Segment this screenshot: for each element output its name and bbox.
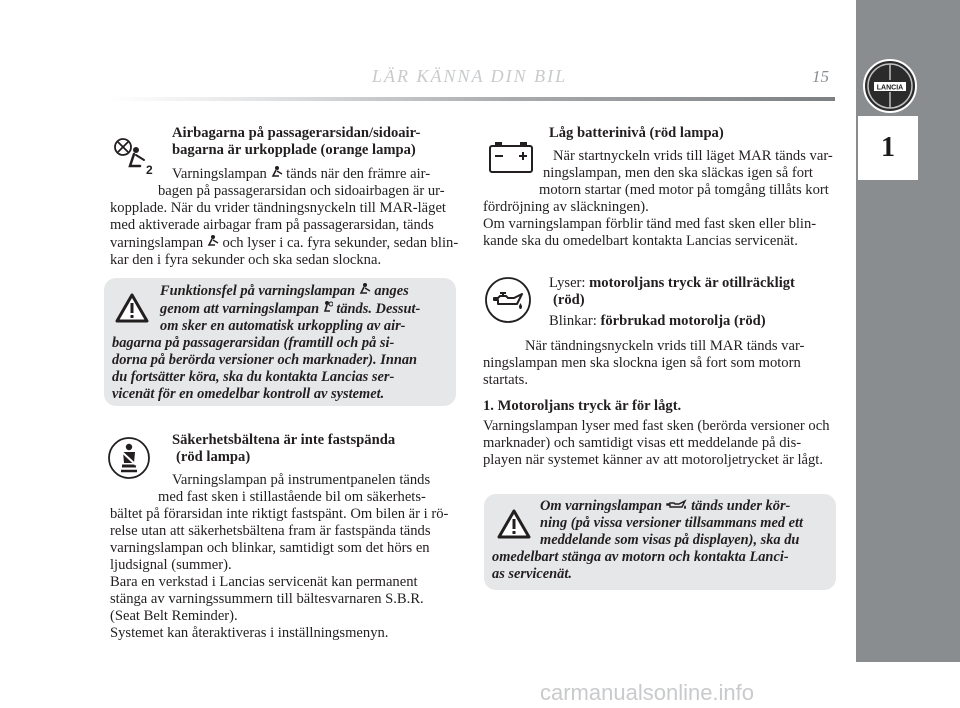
- oil-sub-line: Varningslampan lyser med fast sken (berörda versioner och: [483, 418, 830, 434]
- watermark: carmanualsonline.info: [540, 680, 755, 705]
- seatbelt-section: [110, 432, 462, 642]
- lancia-logo: [862, 58, 918, 114]
- oil-para-line: ningslampan men ska slockna igen så fort som motorn: [483, 355, 801, 371]
- warning1-line: Funktionsfel på varningslampan anges: [160, 283, 409, 299]
- warning2-line: ning (på vissa versioner tillsammans med ett: [540, 515, 804, 531]
- battery-para-line: ningslampan, men den ska släckas igen så fort: [543, 165, 813, 181]
- oil-blinkar-line: Blinkar: förbrukad motorolja (röd): [549, 313, 766, 329]
- seatbelt-para-line: med fast sken i stillastående bil om säkerhets-: [158, 489, 426, 505]
- chapter-number[interactable]: 1: [858, 116, 918, 180]
- oil-sub-line: marknader) och samtidigt visas ett meddelande på dis-: [483, 435, 802, 451]
- airbag-title-line2: bagarna är urkopplade (orange lampa): [172, 142, 416, 158]
- warning1-line: dorna på berörda versioner och marknader). Innan: [112, 352, 418, 368]
- warning2-line: as servicenät.: [492, 566, 572, 582]
- airbag-title-line1: Airbagarna på passagerarsidan/sidoair-: [172, 125, 421, 141]
- warning1-line: genom att varningslampan tänds. Dessut-: [160, 301, 421, 317]
- oil-lyser-line: Lyser: motoroljans tryck är otillräckligt: [549, 275, 795, 291]
- airbag-section: [110, 125, 462, 269]
- seatbelt-para-line: ljudsignal (summer).: [110, 557, 232, 573]
- airbag-warning-box: [104, 278, 456, 406]
- warning1-line: bagarna på passagerarsidan (framtill och på si-: [112, 335, 395, 351]
- seatbelt-para-line: Bara en verkstad i Lancias servicenät kan permanent: [110, 574, 418, 590]
- seatbelt-para-line: (Seat Belt Reminder).: [110, 608, 238, 624]
- airbag-off-icon: [271, 165, 283, 183]
- running-head: LÄR KÄNNA DIN BIL: [372, 66, 568, 86]
- battery-section: [483, 125, 837, 250]
- seatbelt-para-line: Varningslampan på instrumentpanelen tänds: [172, 472, 431, 488]
- page-number: 15: [812, 67, 829, 86]
- airbag-off-icon: [359, 282, 371, 300]
- header-rule: [110, 97, 835, 101]
- warning1-line: vicenät för en omedelbar kontroll av systemet.: [112, 386, 385, 402]
- battery-para-line: fördröjning av släckningen).: [483, 199, 649, 215]
- oil-para-line: startats.: [483, 372, 528, 388]
- oil-lyser-line2: (röd): [553, 292, 585, 308]
- warning2-line: omedelbart stänga av motorn och kontakta Lanci-: [492, 549, 789, 565]
- seatbelt-para-line: stänga av varningssummern till bältesvarnaren S.B.R.: [110, 591, 424, 607]
- battery-para-line: Om varningslampan förblir tänd med fast sken eller blin-: [483, 216, 817, 232]
- airbag-off-icon: [207, 234, 219, 252]
- seatbelt-para-line: bältet på förarsidan inte riktigt fastspänt. Om bilen är i rö-: [110, 506, 449, 522]
- airbag-para-line: kar den i fyra sekunder och ska sedan slockna.: [110, 252, 382, 268]
- seatbelt-title-line1: Säkerhetsbältena är inte fastspända: [172, 432, 396, 448]
- airbag-para-line: varningslampan och lyser i ca. fyra sekunder, sedan blin-: [110, 235, 459, 251]
- seatbelt-para-line: relse utan att säkerhetsbältena fram är fastspända tänds: [110, 523, 431, 539]
- oil-para-line: När tändningsnyckeln vrids till MAR tänds var-: [525, 338, 805, 354]
- warning1-line: om sker en automatisk urkoppling av air-: [160, 318, 406, 334]
- oil-subtitle: 1. Motoroljans tryck är för lågt.: [483, 398, 682, 414]
- oil-sub-line: playen när systemet känner av att motoroljetrycket är lågt.: [483, 452, 823, 468]
- oil-section: [483, 275, 837, 469]
- oil-warning-box: [484, 494, 836, 590]
- airbag-para-line: Varningslampan tänds när den främre air-: [172, 166, 431, 182]
- battery-para-line: kande ska du omedelbart kontakta Lancias servicenät.: [483, 233, 798, 249]
- airbag-para-line: kopplade. När du vrider tändningsnyckeln till MAR-läget: [110, 200, 446, 216]
- svg-text:LANCIA: LANCIA: [876, 84, 904, 92]
- seatbelt-para-line: varningslampan och blinkar, samtidigt som det hörs en: [110, 540, 430, 556]
- seatbelt-title-line2: (röd lampa): [176, 449, 251, 465]
- airbag-para-line: med aktiverade airbagar fram på passagerarsidan, tänds: [110, 217, 434, 233]
- svg-text:2: 2: [146, 163, 153, 177]
- airbag-para-line: bagen på passagerarsidan och sidoairbagen är ur-: [158, 183, 445, 199]
- warning2-line: meddelande som visas på displayen), ska du: [540, 532, 800, 548]
- airbag-icon: [323, 300, 333, 318]
- battery-title: Låg batterinivå (röd lampa): [549, 125, 724, 141]
- battery-para-line: När startnyckeln vrids till läget MAR tänds var-: [553, 148, 833, 164]
- battery-para-line: motorn startar (med motor på tomgång tillåts kort: [539, 182, 829, 198]
- warning1-line: du fortsätter köra, ska du kontakta Lancias ser-: [112, 369, 395, 385]
- oil-can-icon: [666, 498, 688, 515]
- seatbelt-para-line: Systemet kan återaktiveras i inställningsmenyn.: [110, 625, 389, 641]
- warning2-line: Om varningslampan tänds under kör-: [540, 498, 791, 514]
